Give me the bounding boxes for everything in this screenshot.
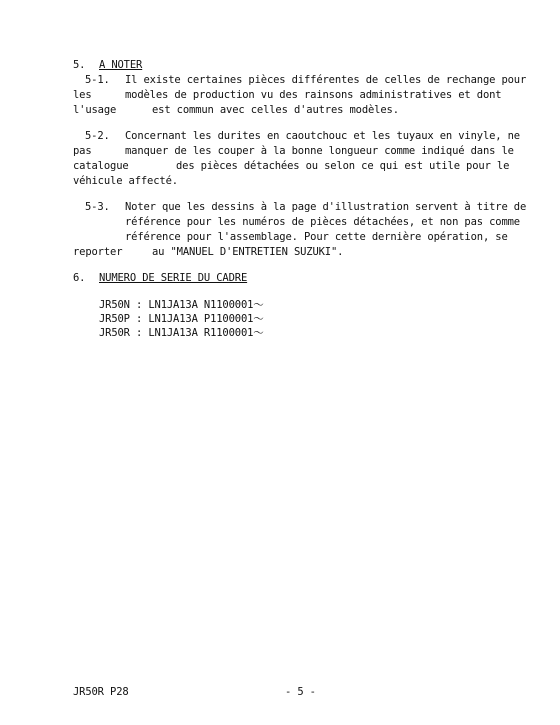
paragraph-5-1-line-3: est commun avec celles d'autres modèles. [152,104,399,116]
serial-row-jr50r: JR50R : LN1JA13A R1100001～ [99,327,264,339]
paragraph-5-3-line-2: référence pour les numéros de pièces détachées, et non pas comme [125,216,520,228]
paragraph-5-3-line-4-lead: reporter [73,246,123,258]
section-5-number: 5. [73,59,86,71]
paragraph-5-3-line-3: référence pour l'assemblage. Pour cette dernière opération, se [125,231,508,243]
serial-row-jr50p: JR50P : LN1JA13A P1100001～ [99,313,264,325]
paragraph-5-2-line-2: manquer de les couper à la bonne longueur comme indiqué dans le [125,145,514,157]
paragraph-5-1-line-2: modèles de production vu des rainsons administratives et dont [125,89,502,101]
section-6-number: 6. [73,272,86,284]
paragraph-5-3-line-1: Noter que les dessins à la page d'illustration servent à titre de [125,201,527,213]
paragraph-5-2-line-1: Concernant les durites en caoutchouc et les tuyaux en vinyle, ne [125,130,520,142]
section-6-title: NUMERO DE SERIE DU CADRE [99,272,248,284]
paragraph-5-1-line-3-lead: l'usage [73,104,117,116]
paragraph-5-3-number: 5-3. [85,201,110,213]
section-5-title: A NOTER [99,59,143,71]
paragraph-5-3-line-4: au "MANUEL D'ENTRETIEN SUZUKI". [152,246,344,258]
paragraph-5-2-number: 5-2. [85,130,110,142]
footer-model: JR50R P28 [73,686,129,698]
paragraph-5-1-line-2-lead: les [73,89,92,101]
paragraph-5-1-number: 5-1. [85,74,110,86]
paragraph-5-1-line-1: Il existe certaines pièces différentes de celles de rechange pour [125,74,527,86]
serial-row-jr50n: JR50N : LN1JA13A N1100001～ [99,299,264,311]
paragraph-5-2-line-3: des pièces détachées ou selon ce qui est utile pour le [176,160,510,172]
paragraph-5-2-line-4: véhicule affecté. [73,175,178,187]
paragraph-5-2-line-3-lead: catalogue [73,160,129,172]
footer-page-number: - 5 - [285,686,316,698]
paragraph-5-2-line-2-lead: pas [73,145,92,157]
